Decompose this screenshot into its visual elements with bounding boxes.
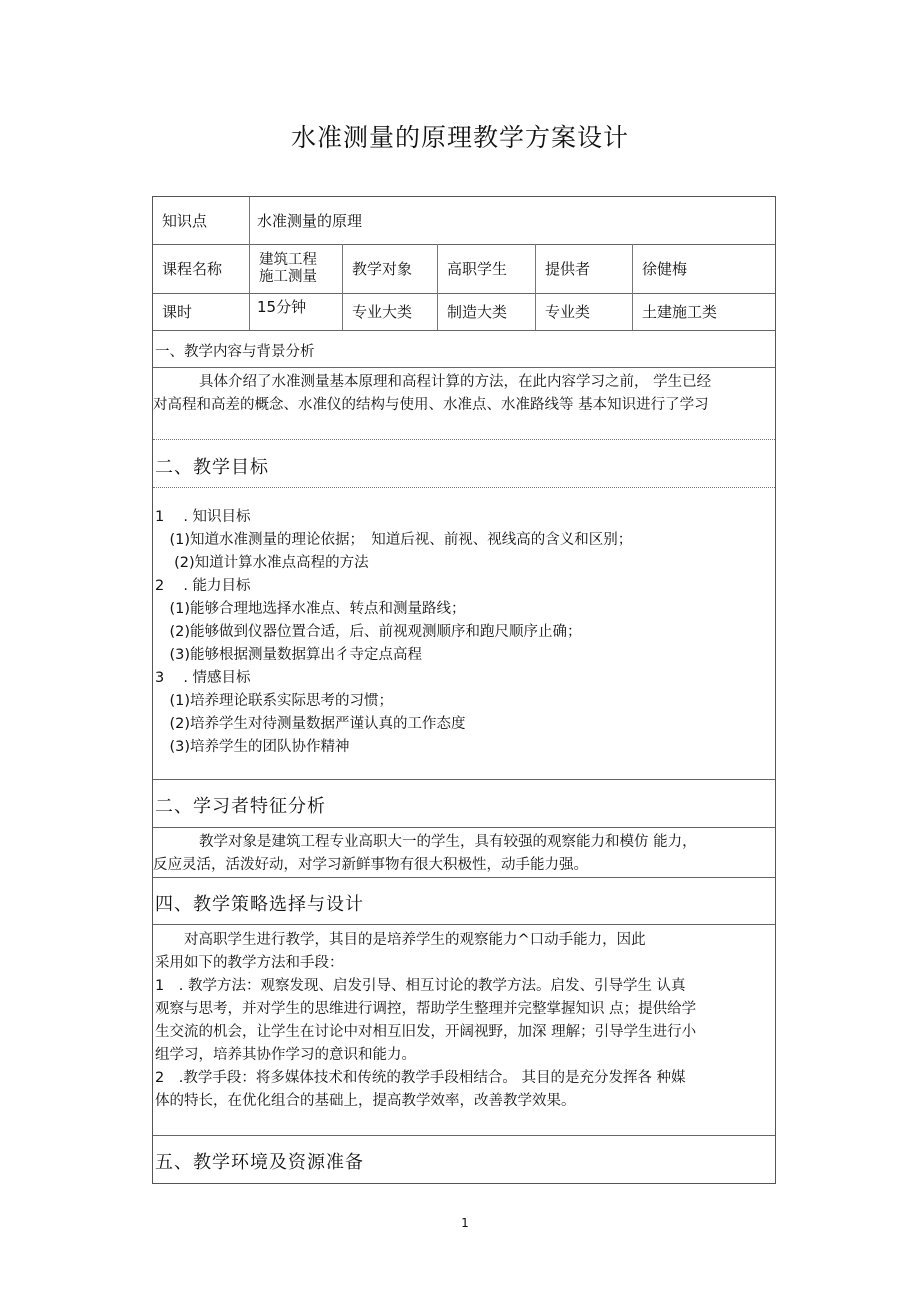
- grid-line: [153, 877, 775, 878]
- strategy-line: 2 .教学手段：将多媒体技术和传统的教学手段相结合。 其目的是充分发挥各 种媒: [155, 1070, 686, 1086]
- provider-label: 提供者: [545, 259, 591, 278]
- goal-item: (3)能够根据测量数据算出彳寺定点高程: [155, 647, 423, 663]
- strategy-line: 对高职学生进行教学，其目的是培养学生的观察能力^口动手能力，因此: [155, 932, 646, 948]
- goal-item: 2 . 能力目标: [155, 578, 251, 594]
- page-number: 1: [461, 1216, 469, 1230]
- major-category-value: 制造大类: [447, 302, 508, 321]
- teaching-target-value: 高职学生: [447, 259, 508, 278]
- course-name-label: 课程名称: [162, 259, 223, 278]
- grid-line: [249, 197, 250, 330]
- grid-line: [437, 244, 438, 330]
- goal-item: (3)培养学生的团队协作精神: [155, 739, 350, 755]
- content-analysis-text: [153, 371, 775, 417]
- class-hours-label: 课时: [162, 302, 193, 321]
- goal-item: 3 . 情感目标: [155, 670, 251, 686]
- goal-item: (1)培养理论联系实际思考的习惯；: [155, 693, 394, 709]
- grid-line: [153, 1135, 775, 1136]
- course-name-line: 建筑工程: [259, 252, 317, 268]
- goal-item: 1 . 知识目标: [155, 509, 251, 525]
- section-heading-environment: 五、教学环境及资源准备: [155, 1152, 364, 1173]
- grid-line: [153, 779, 775, 780]
- goal-item: (1)能够合理地选择水准点、转点和测量路线；: [155, 601, 466, 617]
- lesson-plan-table: [152, 196, 776, 1184]
- major-category-label: 专业大类: [352, 302, 413, 321]
- strategy-line: 生交流的机会，让学生在讨论中对相互旧发，开阔视野，加深 理解；引导学生进行小: [155, 1024, 697, 1040]
- knowledge-point-label: 知识点: [162, 211, 208, 230]
- provider-value: 徐健梅: [642, 259, 688, 278]
- specialty-label: 专业类: [545, 302, 591, 321]
- paragraph-line: 反应灵活，活泼好动，对学习新鲜事物有很大积极性，动手能力强。: [153, 857, 588, 873]
- section-heading-strategy: 四、教学策略选择与设计: [155, 894, 364, 915]
- grid-line: [153, 439, 775, 440]
- strategy-line: 组学习，培养其协作学习的意识和能力。: [155, 1047, 416, 1063]
- strategy-line: 观察与思考，并对学生的思维进行调控，帮助学生整理并完整掌握知识 点；提供给学: [155, 1001, 697, 1017]
- knowledge-point-value: 水准测量的原理: [257, 211, 363, 230]
- specialty-value: 土建施工类: [642, 302, 718, 321]
- course-name-line: 施工测量: [259, 269, 317, 285]
- paragraph-line: 具体介绍了水准测量基本原理和高程计算的方法，在此内容学习之前， 学生已经: [199, 374, 712, 390]
- teaching-target-label: 教学对象: [352, 259, 413, 278]
- strategy-text: [155, 929, 696, 1113]
- grid-line: [535, 244, 536, 330]
- grid-line: [342, 244, 343, 330]
- grid-line: [153, 367, 775, 368]
- learner-analysis-text: [153, 831, 775, 877]
- course-name-value: [259, 245, 317, 293]
- goal-item: (2)能够做到仪器位置合适，后、前视观测顺序和跑尺顺序止确；: [155, 624, 582, 640]
- strategy-line: 体的特长，在优化组合的基础上，提高教学效率，改善教学效果。: [155, 1093, 576, 1109]
- section-heading-teaching-goals: 二、教学目标: [155, 457, 269, 478]
- grid-line: [153, 330, 775, 331]
- goal-item: (1)知道水准测量的理论依据； 知道后视、前视、视线高的含义和区别；: [155, 532, 633, 548]
- page-title: 水准测量的原理教学方案设计: [290, 123, 629, 152]
- strategy-line: 采用如下的教学方法和手段：: [155, 955, 344, 971]
- class-hours-value: 15分钟: [257, 298, 307, 316]
- strategy-line: 1 . 教学方法：观察发现、启发引导、相互讨论的教学方法。启发、引导学生 认真: [155, 978, 686, 994]
- grid-line: [153, 924, 775, 925]
- grid-line: [153, 487, 775, 488]
- teaching-goals-list: [155, 506, 632, 759]
- section-heading-learner-analysis: 二、学习者特征分析: [155, 796, 326, 817]
- goal-item: (2)知道计算水准点高程的方法: [155, 555, 369, 571]
- paragraph-line: 对高程和高差的概念、水准仪的结构与使用、水准点、水准路线等 基本知识进行了学习: [153, 397, 709, 413]
- grid-line: [153, 827, 775, 828]
- paragraph-line: 教学对象是建筑工程专业高职大一的学生，具有较强的观察能力和模仿 能力，: [199, 834, 697, 850]
- grid-line: [632, 244, 633, 330]
- goal-item: (2)培养学生对待测量数据严谨认真的工作态度: [155, 716, 466, 732]
- section-heading-content-analysis: 一、教学内容与背景分析: [155, 344, 315, 360]
